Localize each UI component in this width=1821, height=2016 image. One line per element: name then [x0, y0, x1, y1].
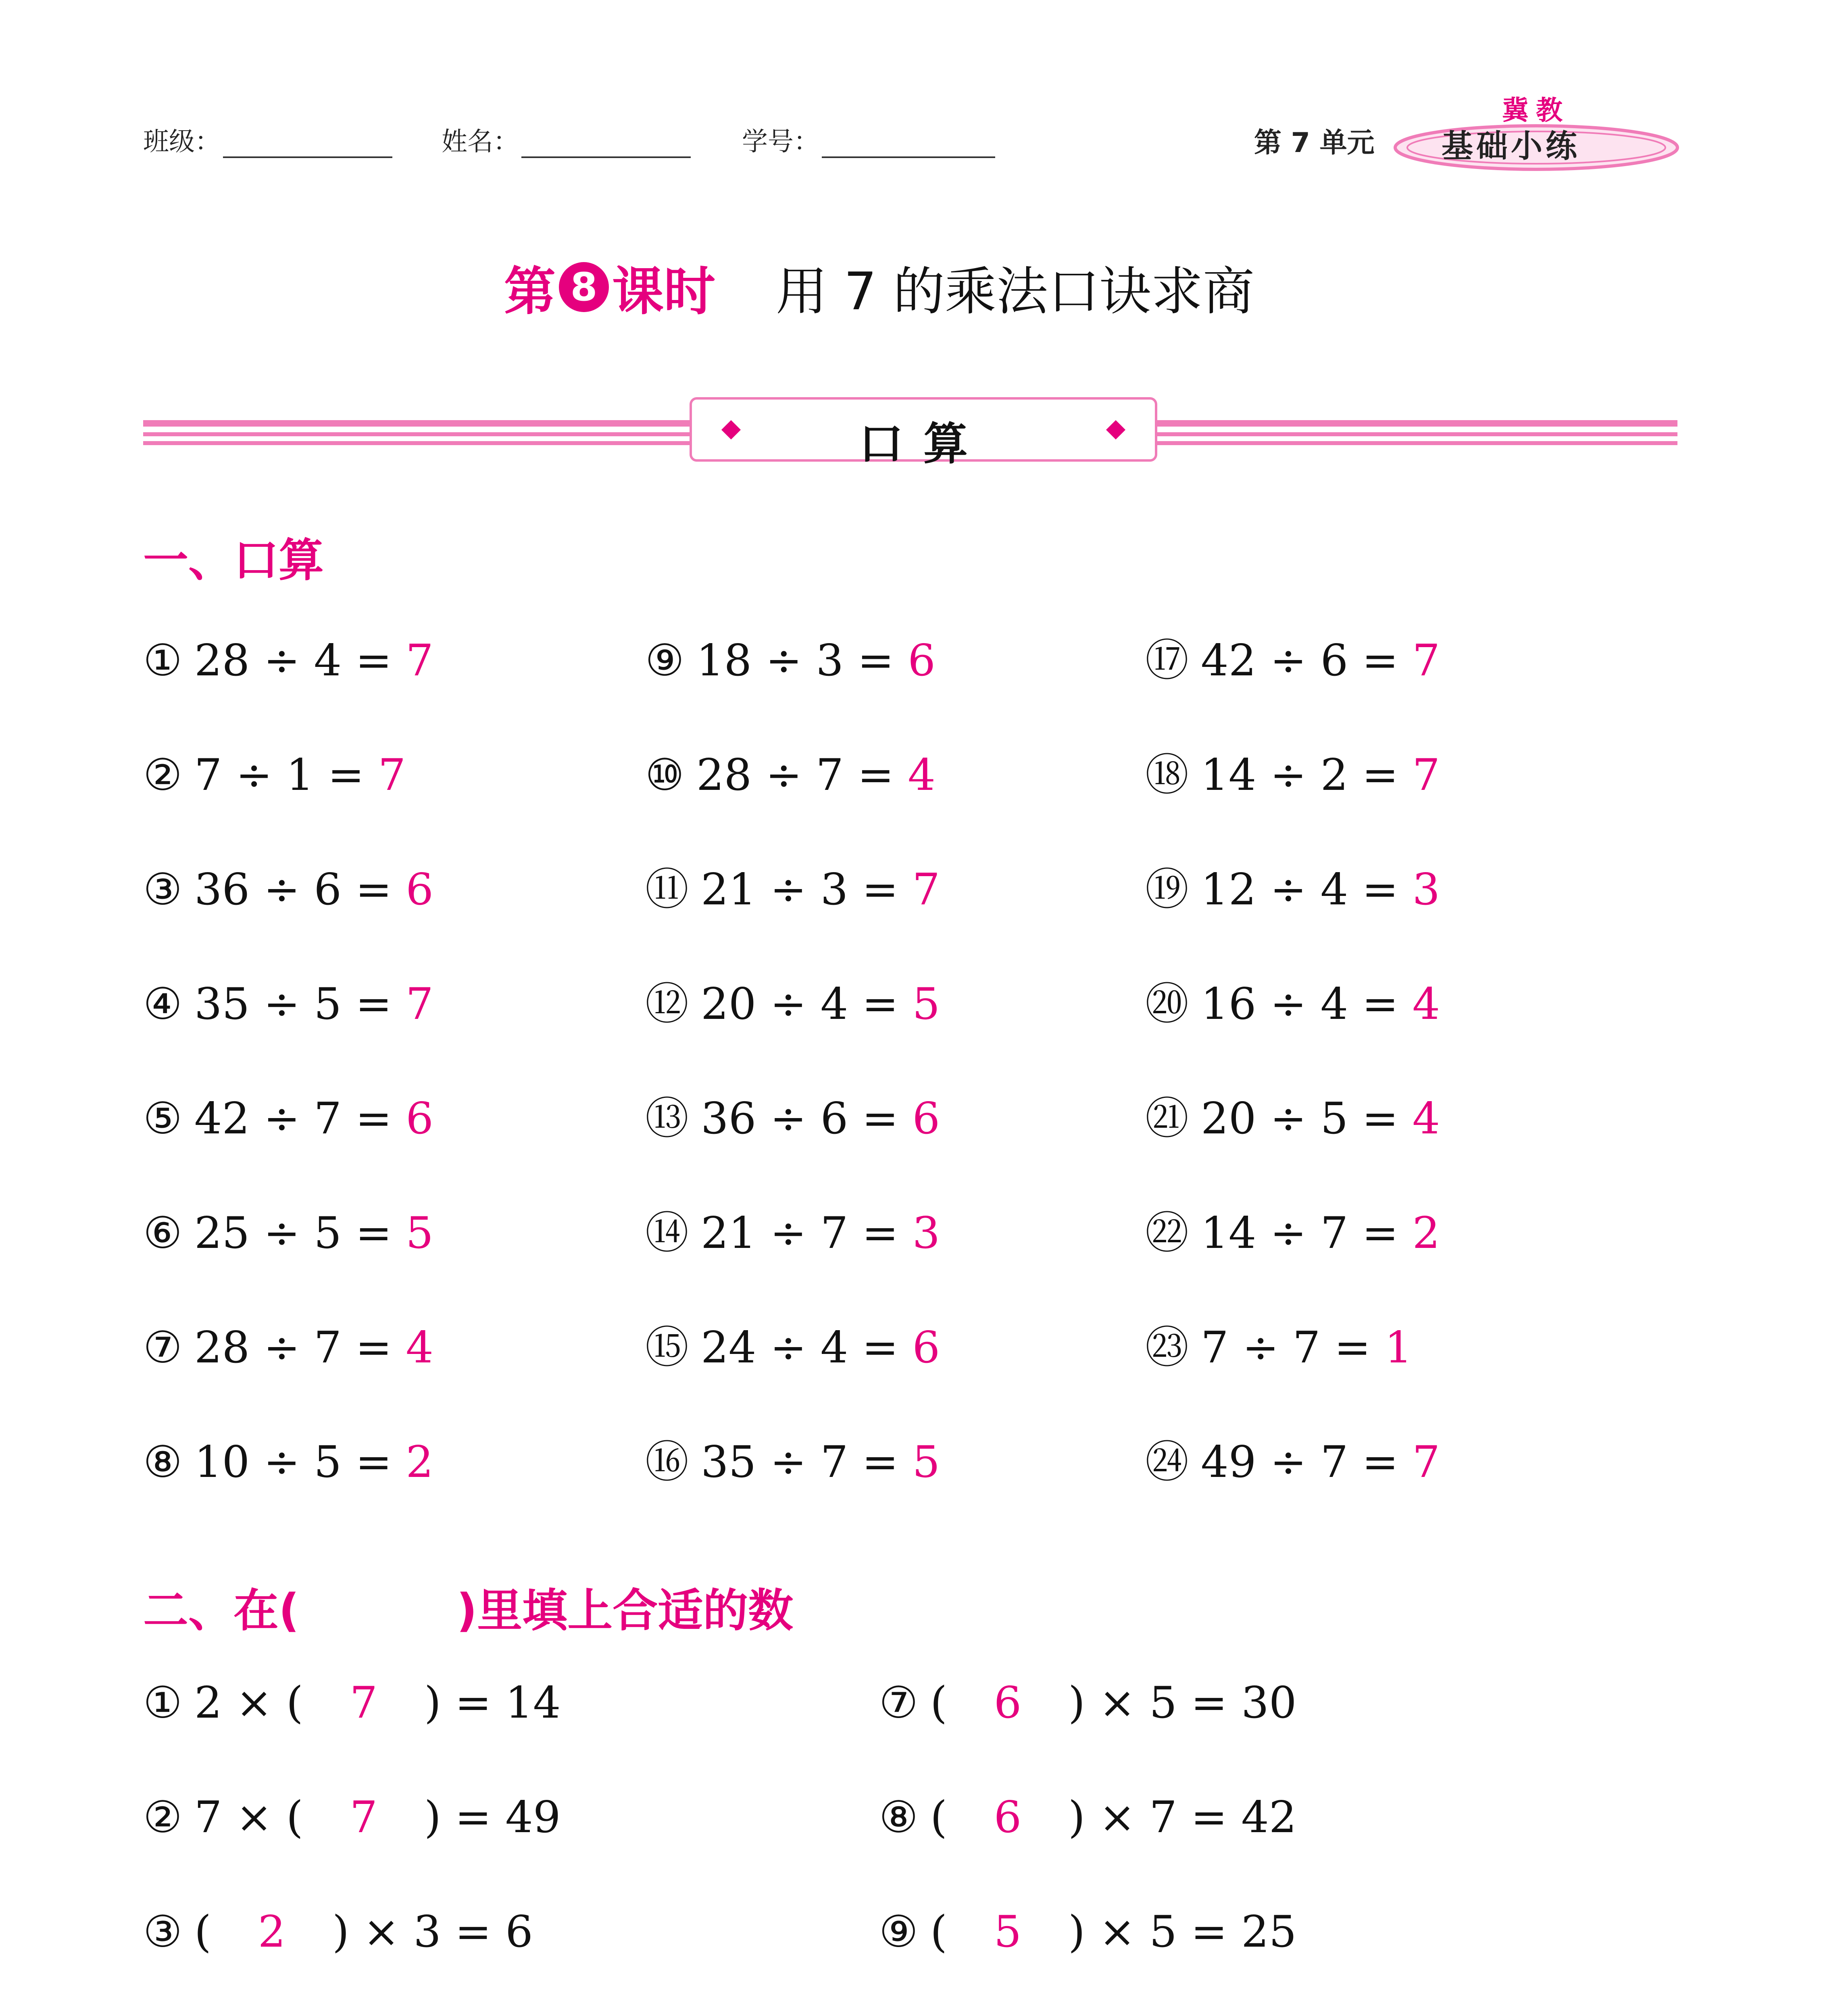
banner-badge — [690, 397, 1157, 470]
problem-item — [645, 1322, 940, 1373]
problem-expression: 49 ÷ 7 = — [1201, 1437, 1399, 1487]
problem-answer[interactable]: 5 — [406, 1208, 434, 1258]
problem-number: ⑦ — [143, 1322, 182, 1373]
problem-number: ④ — [143, 979, 182, 1029]
blank-answer[interactable]: 7 — [350, 1678, 378, 1728]
section2-title: 二、在( )里填上合适的数 — [143, 1585, 794, 1637]
brand-name: 基础小练 — [1442, 128, 1581, 165]
expression-before: ( — [194, 1907, 211, 1957]
problem-number: ① — [143, 1678, 182, 1728]
problem-item — [143, 635, 434, 686]
problem-number: ㉑ — [1145, 1093, 1189, 1144]
section1-title: 一、口算 — [143, 534, 324, 587]
problem-answer[interactable]: 3 — [912, 1208, 940, 1258]
problem-expression: 14 ÷ 2 = — [1201, 750, 1399, 800]
problem-number: ⑥ — [143, 1208, 182, 1258]
expression-after: ) = 49 — [424, 1792, 561, 1843]
expression-after: ) = 14 — [424, 1678, 561, 1728]
problem-answer[interactable]: 4 — [908, 750, 936, 800]
problem-expression: 7 ÷ 7 = — [1201, 1322, 1371, 1373]
expression-after: ) × 3 = 6 — [332, 1907, 533, 1957]
problem-answer[interactable]: 5 — [912, 1437, 940, 1487]
problem-expression: 21 ÷ 7 = — [701, 1208, 899, 1258]
expression-after: ) × 7 = 42 — [1068, 1792, 1297, 1843]
unit-label: 第 7 单元 — [1254, 127, 1375, 159]
problem-expression: 42 ÷ 6 = — [1201, 635, 1399, 686]
problem-number: ③ — [143, 1907, 182, 1957]
problem-answer[interactable]: 7 — [1412, 1437, 1440, 1487]
problem-item — [143, 1322, 434, 1373]
problem-expression: 25 ÷ 5 = — [194, 1208, 392, 1258]
fill-blank-item — [879, 1907, 1297, 1957]
problem-item — [143, 1208, 434, 1258]
lesson-suffix: 课时 — [612, 262, 716, 322]
class-blank[interactable] — [223, 131, 392, 158]
problem-item — [645, 750, 936, 800]
problem-answer[interactable]: 4 — [1412, 1093, 1440, 1144]
problem-answer[interactable]: 6 — [908, 635, 936, 686]
problem-answer[interactable]: 2 — [1412, 1208, 1440, 1258]
problem-number: ⑧ — [879, 1792, 918, 1843]
problem-number: ㉔ — [1145, 1437, 1189, 1487]
expression-before: ( — [930, 1792, 947, 1843]
problem-answer[interactable]: 2 — [406, 1437, 434, 1487]
problem-number: ⑱ — [1145, 750, 1189, 800]
problem-item — [1145, 979, 1440, 1029]
expression-after: ) × 5 = 30 — [1068, 1678, 1297, 1728]
problem-answer[interactable]: 6 — [912, 1322, 940, 1373]
blank-answer[interactable]: 6 — [994, 1792, 1022, 1843]
fill-blank-item — [143, 1792, 561, 1843]
problem-number: ⑰ — [1145, 635, 1189, 686]
problem-item — [645, 864, 940, 915]
problem-item — [1145, 750, 1440, 800]
problem-number: ⑳ — [1145, 979, 1189, 1029]
blank-answer[interactable]: 2 — [258, 1907, 286, 1957]
problem-item — [645, 635, 936, 686]
problem-answer[interactable]: 7 — [406, 979, 434, 1029]
problem-answer[interactable]: 7 — [378, 750, 406, 800]
problem-number: ⑤ — [143, 1093, 182, 1144]
problem-expression: 36 ÷ 6 = — [701, 1093, 899, 1144]
problem-item — [143, 1093, 434, 1144]
expression-before: 7 × ( — [194, 1792, 303, 1843]
problem-expression: 35 ÷ 5 = — [194, 979, 392, 1029]
problem-item — [645, 1093, 940, 1144]
problem-expression: 28 ÷ 7 = — [194, 1322, 392, 1373]
problem-item — [1145, 864, 1440, 915]
problem-number: ⑲ — [1145, 864, 1189, 915]
problem-item — [143, 750, 406, 800]
problem-number: ⑧ — [143, 1437, 182, 1487]
problem-expression: 24 ÷ 4 = — [701, 1322, 899, 1373]
problem-answer[interactable]: 5 — [912, 979, 940, 1029]
problem-answer[interactable]: 7 — [1412, 750, 1440, 800]
problem-expression: 20 ÷ 4 = — [701, 979, 899, 1029]
problem-answer[interactable]: 6 — [406, 1093, 434, 1144]
problem-expression: 36 ÷ 6 = — [194, 864, 392, 915]
problem-answer[interactable]: 1 — [1384, 1322, 1413, 1373]
problem-item — [645, 1208, 940, 1258]
fill-blank-item — [879, 1792, 1297, 1843]
problem-answer[interactable]: 7 — [912, 864, 940, 915]
fill-blank-item — [143, 1678, 561, 1728]
problem-expression: 18 ÷ 3 = — [696, 635, 894, 686]
problem-answer[interactable]: 4 — [1412, 979, 1440, 1029]
problem-number: ⑦ — [879, 1678, 918, 1728]
problem-number: ① — [143, 635, 182, 686]
lesson-prefix: 第 — [504, 262, 556, 322]
problem-expression: 35 ÷ 7 = — [701, 1437, 899, 1487]
problem-expression: 14 ÷ 7 = — [1201, 1208, 1399, 1258]
problem-expression: 10 ÷ 5 = — [194, 1437, 392, 1487]
problem-number: ② — [143, 750, 182, 800]
problem-number: ⑨ — [879, 1907, 918, 1957]
problem-item — [143, 864, 434, 915]
id-blank[interactable] — [822, 131, 995, 158]
problem-number: ⑭ — [645, 1208, 689, 1258]
problem-answer[interactable]: 7 — [1412, 635, 1440, 686]
problem-number: ② — [143, 1792, 182, 1843]
problem-answer[interactable]: 3 — [1412, 864, 1440, 915]
problem-expression: 21 ÷ 3 = — [701, 864, 899, 915]
id-field — [742, 121, 995, 158]
problem-answer[interactable]: 6 — [406, 864, 434, 915]
problem-number: ⑫ — [645, 979, 689, 1029]
problem-item — [1145, 1093, 1440, 1144]
problem-item — [143, 1437, 434, 1487]
name-blank[interactable] — [521, 131, 691, 158]
problem-item — [1145, 1322, 1413, 1373]
fill-blank-item — [879, 1678, 1297, 1728]
expression-before: ( — [930, 1678, 947, 1728]
problem-number: ⑩ — [645, 750, 684, 800]
expression-before: 2 × ( — [194, 1678, 303, 1728]
problem-number: ⑬ — [645, 1093, 689, 1144]
problem-item — [1145, 635, 1440, 686]
problem-item — [645, 1437, 940, 1487]
problem-number: ㉓ — [1145, 1322, 1189, 1373]
name-field — [442, 121, 691, 158]
problem-number: ③ — [143, 864, 182, 915]
problem-expression: 7 ÷ 1 = — [194, 750, 365, 800]
banner-label: 口算 — [859, 418, 988, 470]
class-field — [143, 121, 392, 158]
problem-expression: 20 ÷ 5 = — [1201, 1093, 1399, 1144]
class-label: 班级： — [143, 127, 221, 157]
lesson-heading — [504, 250, 1254, 324]
brand-publisher: 冀教 — [1502, 95, 1570, 126]
problem-expression: 42 ÷ 7 = — [194, 1093, 392, 1144]
problem-number: ⑪ — [645, 864, 689, 915]
problem-item — [645, 979, 940, 1029]
problem-answer[interactable]: 7 — [406, 635, 434, 686]
expression-after: ) × 5 = 25 — [1068, 1907, 1297, 1957]
problem-number: ⑯ — [645, 1437, 689, 1487]
problem-expression: 12 ÷ 4 = — [1201, 864, 1399, 915]
problem-number: ⑮ — [645, 1322, 689, 1373]
problem-number: ⑨ — [645, 635, 684, 686]
problem-item — [1145, 1208, 1440, 1258]
problem-item — [143, 979, 434, 1029]
problem-expression: 28 ÷ 4 = — [194, 635, 392, 686]
problem-number: ㉒ — [1145, 1208, 1189, 1258]
lesson-number: 8 — [559, 262, 609, 312]
expression-before: ( — [930, 1907, 947, 1957]
lesson-title: 用 7 的乘法口诀求商 — [776, 262, 1254, 322]
fill-blank-item — [143, 1907, 533, 1957]
problem-expression: 28 ÷ 7 = — [696, 750, 894, 800]
name-label: 姓名： — [442, 127, 519, 157]
blank-answer[interactable]: 5 — [994, 1907, 1022, 1957]
problem-expression: 16 ÷ 4 = — [1201, 979, 1399, 1029]
blank-answer[interactable]: 7 — [350, 1792, 378, 1843]
problem-answer[interactable]: 6 — [912, 1093, 940, 1144]
id-label: 学号： — [742, 127, 819, 157]
problem-answer[interactable]: 4 — [406, 1322, 434, 1373]
blank-answer[interactable]: 6 — [994, 1678, 1022, 1728]
problem-item — [1145, 1437, 1440, 1487]
